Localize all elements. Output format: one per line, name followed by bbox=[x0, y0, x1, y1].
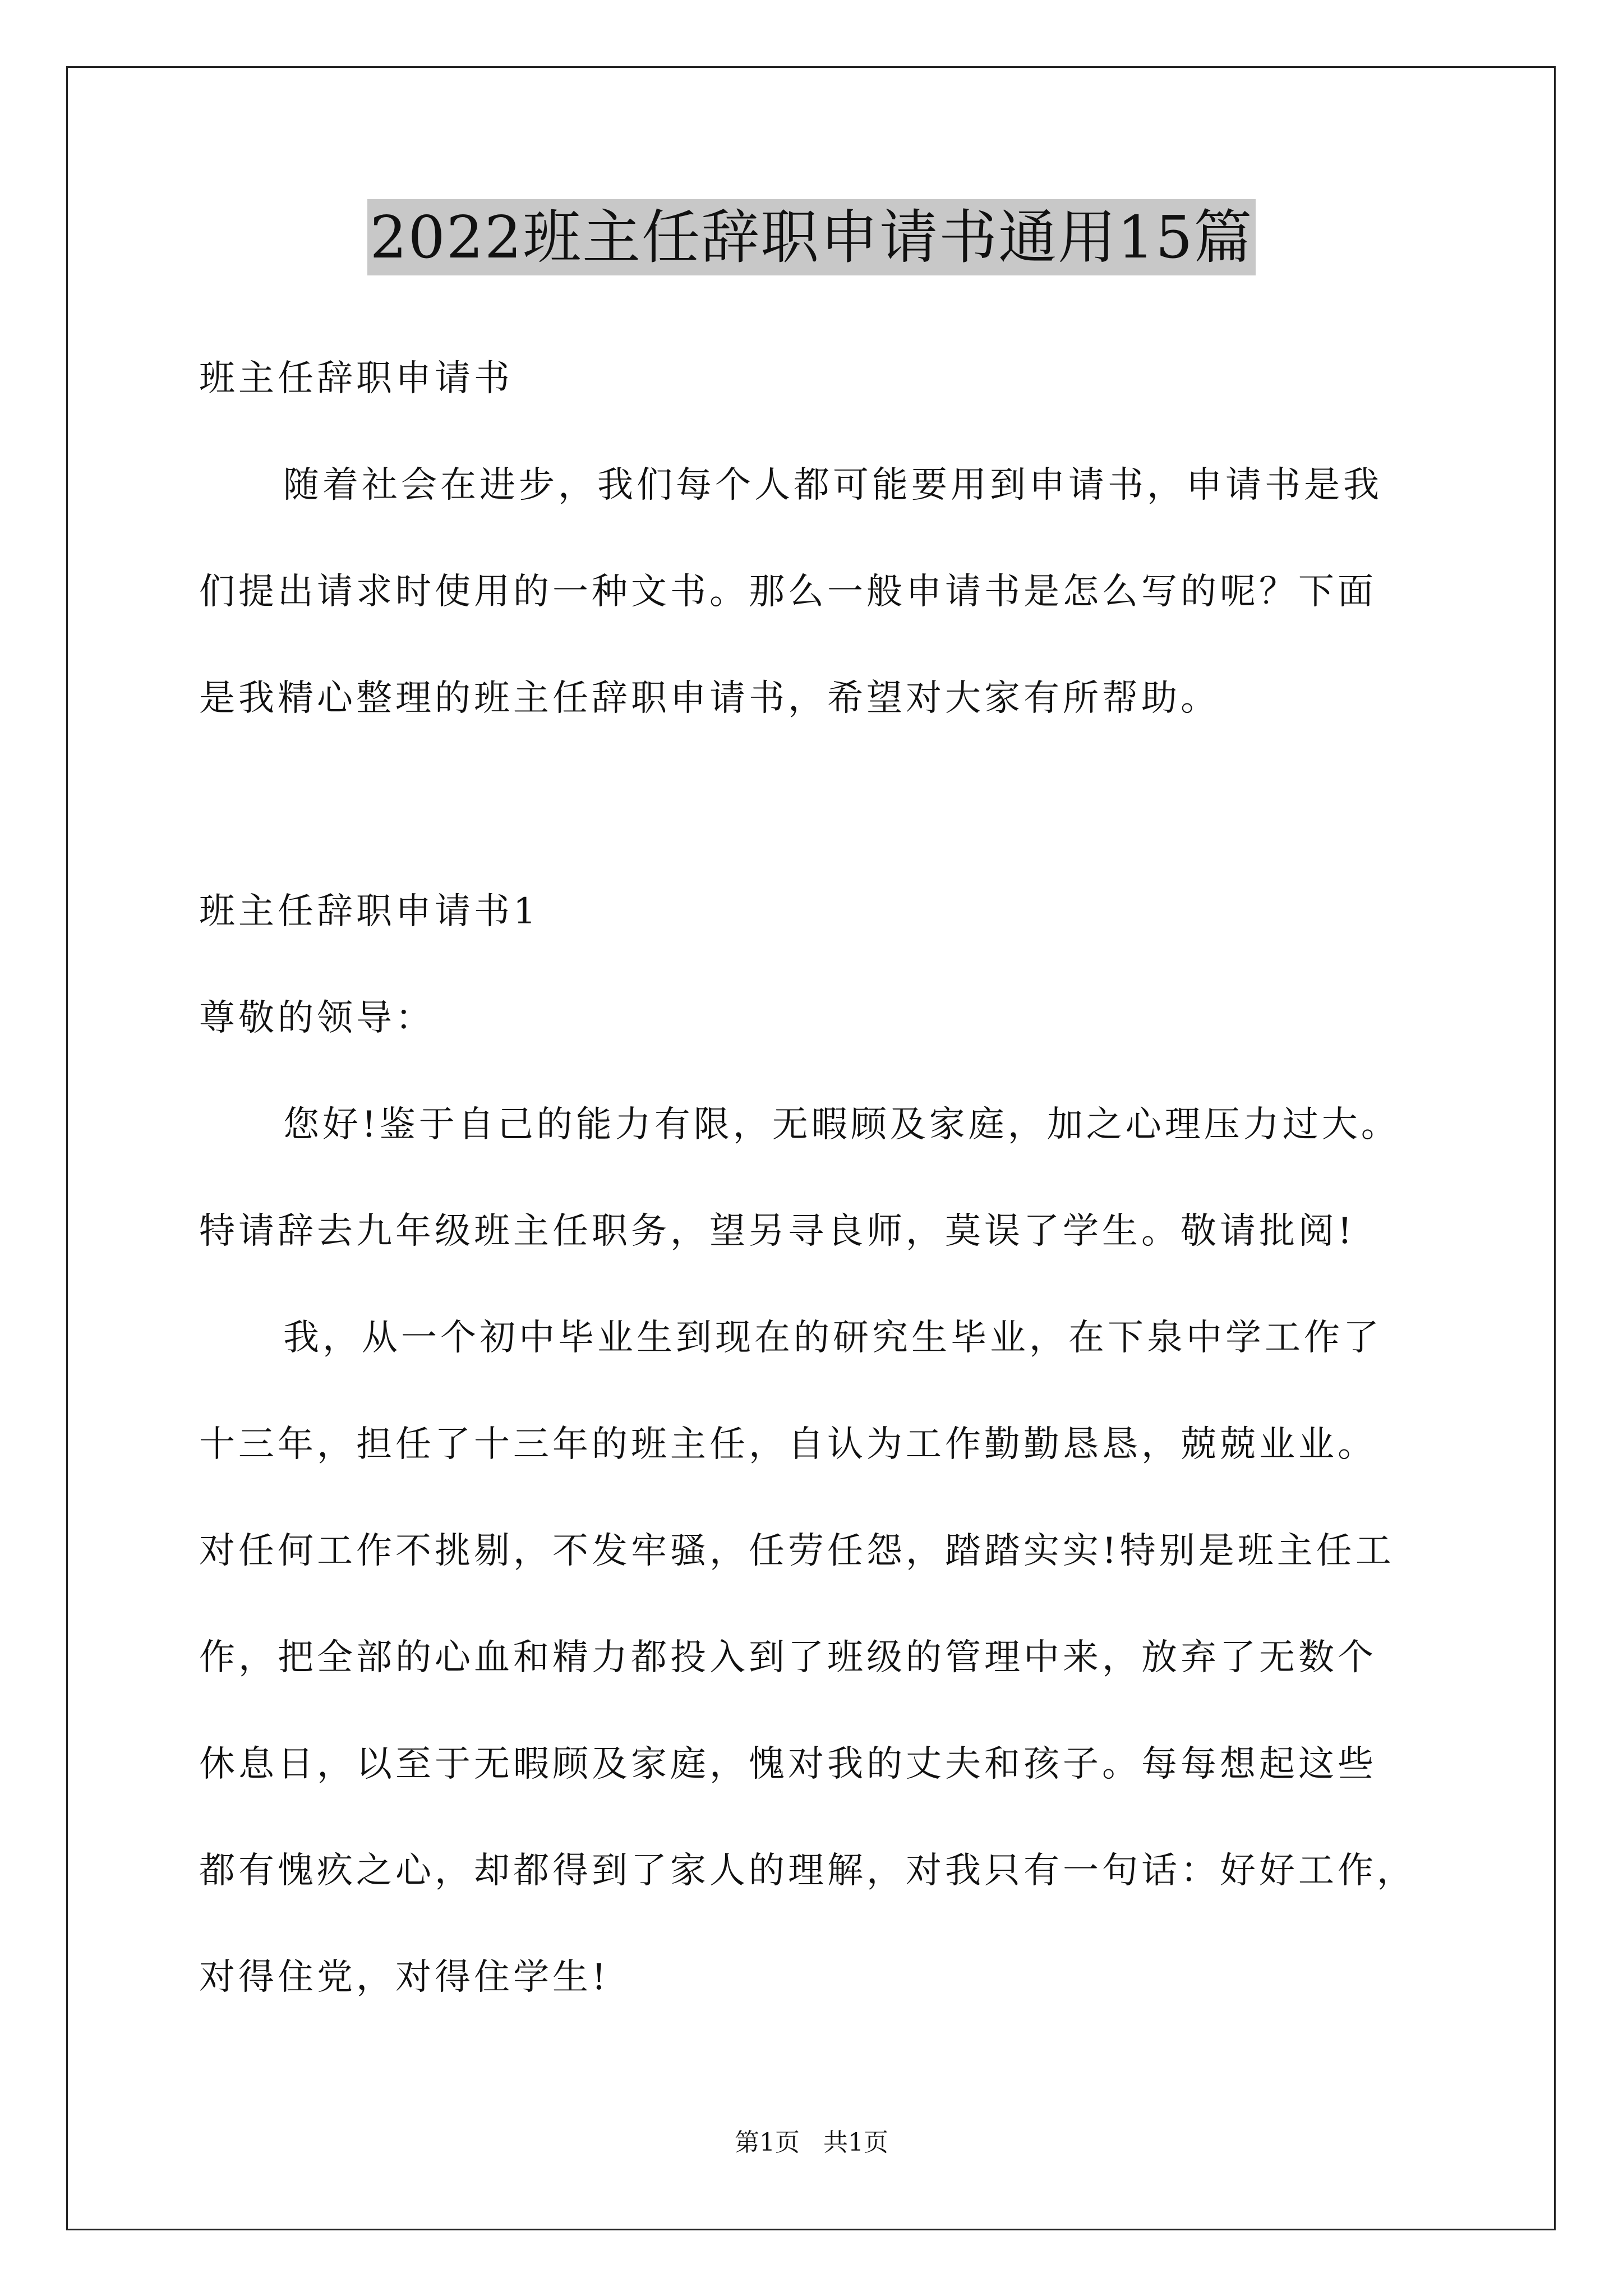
paragraph1-line-2: 特请辞去九年级班主任职务，望另寻良师，莫误了学生。敬请批阅! bbox=[199, 1211, 1355, 1252]
paragraph1-line-1: 您好!鉴于自己的能力有限，无暇顾及家庭，加之心理压力过大。 bbox=[283, 1104, 1400, 1145]
paragraph2-line-4: 作，把全部的心血和精力都投入到了班级的管理中来，放弃了无数个 bbox=[199, 1637, 1377, 1678]
paragraph2-line-3: 对任何工作不挑剔，不发牢骚，任劳任怨，踏踏实实!特别是班主任工 bbox=[199, 1530, 1395, 1572]
paragraph2-line-5: 休息日，以至于无暇顾及家庭，愧对我的丈夫和孩子。每每想起这些 bbox=[199, 1743, 1377, 1785]
intro-line-1: 随着社会在进步，我们每个人都可能要用到申请书，申请书是我 bbox=[283, 464, 1382, 506]
page-total: 共1页 bbox=[823, 2128, 888, 2157]
page-number: 第1页 bbox=[735, 2128, 800, 2157]
page-footer bbox=[0, 2126, 1623, 2160]
section-heading: 班主任辞职申请书 bbox=[199, 358, 513, 399]
paragraph2-line-7: 对得住党，对得住学生! bbox=[199, 1957, 610, 1998]
paragraph2-line-1: 我，从一个初中毕业生到现在的研究生毕业，在下泉中学工作了 bbox=[283, 1317, 1382, 1359]
intro-line-2: 们提出请求时使用的一种文书。那么一般申请书是怎么写的呢？下面 bbox=[199, 571, 1377, 613]
letter-heading: 班主任辞职申请书1 bbox=[199, 891, 540, 932]
paragraph2-line-6: 都有愧疚之心，却都得到了家人的理解，对我只有一句话：好好工作， bbox=[199, 1850, 1416, 1892]
document-title: 2022班主任辞职申请书通用15篇 bbox=[367, 199, 1255, 275]
paragraph2-line-2: 十三年，担任了十三年的班主任，自认为工作勤勤恳恳，兢兢业业。 bbox=[199, 1424, 1377, 1465]
title-container bbox=[0, 199, 1623, 275]
salutation: 尊敬的领导： bbox=[199, 997, 435, 1039]
intro-line-3: 是我精心整理的班主任辞职申请书，希望对大家有所帮助。 bbox=[199, 678, 1220, 719]
